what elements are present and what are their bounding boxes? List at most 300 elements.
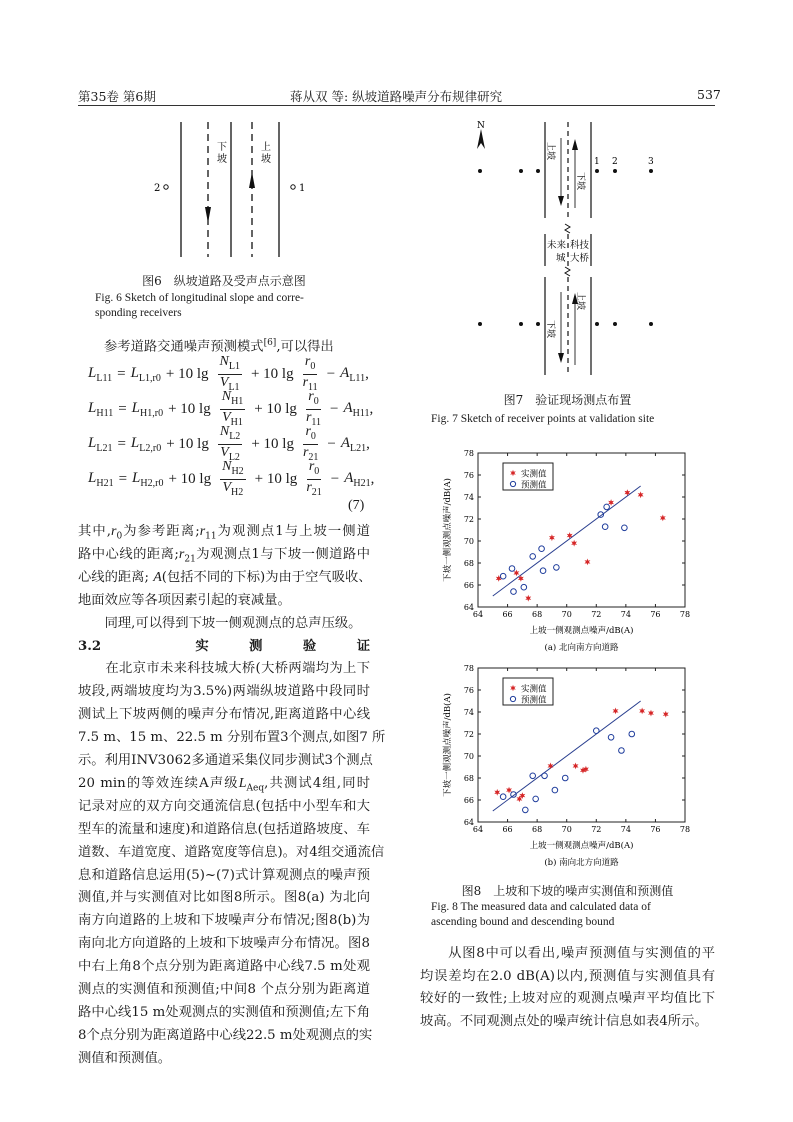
r-var-var: r bbox=[305, 409, 312, 425]
eq-term-var: L bbox=[130, 364, 139, 381]
equation bbox=[88, 388, 374, 428]
equals: = bbox=[118, 400, 127, 417]
r0-var-sub: 0 bbox=[313, 395, 319, 407]
numerator bbox=[218, 354, 242, 375]
eq-term bbox=[131, 435, 161, 454]
text-line bbox=[78, 522, 370, 542]
fig8-caption-en-line2: ascending bound and descending bound bbox=[431, 916, 615, 928]
r0-var-var: r bbox=[304, 353, 311, 369]
math-var bbox=[153, 570, 162, 585]
n-var-sub: H2 bbox=[231, 465, 244, 477]
eq-lhs bbox=[88, 365, 112, 384]
eq-term bbox=[132, 400, 163, 419]
v-var-var: V bbox=[222, 409, 231, 425]
eq-lhs bbox=[88, 470, 114, 489]
v-var-sub: L1 bbox=[228, 381, 240, 393]
denominator bbox=[222, 480, 243, 500]
y-tick-label: 74 bbox=[463, 708, 474, 717]
downhill-label-1: 下 bbox=[217, 142, 227, 153]
math-var-var: L bbox=[238, 775, 247, 791]
x-tick-label: 78 bbox=[679, 825, 691, 834]
x-tick-label: 72 bbox=[591, 825, 602, 834]
n-var bbox=[221, 388, 244, 407]
coef: + 10 lg bbox=[251, 435, 294, 452]
predicted-point bbox=[530, 554, 536, 560]
v-var-var: V bbox=[220, 444, 229, 460]
math-var bbox=[111, 524, 123, 542]
text-run: 路中心线的距离; bbox=[78, 546, 179, 562]
chart-subtitle: (b) 南向北方向道路 bbox=[544, 858, 619, 868]
equation bbox=[88, 423, 370, 463]
text-line bbox=[78, 682, 370, 702]
measured-point bbox=[494, 789, 500, 796]
r-var-sub: 21 bbox=[311, 486, 322, 498]
measured-point bbox=[548, 763, 554, 770]
predicted-point bbox=[500, 794, 506, 800]
attenuation bbox=[344, 400, 370, 419]
receiver-point-2 bbox=[164, 185, 168, 189]
attenuation-var: A bbox=[344, 469, 354, 486]
equation-number: (7) bbox=[348, 498, 365, 513]
receiver-point-1 bbox=[291, 185, 295, 189]
y-tick-label: 66 bbox=[463, 796, 474, 805]
math-var-var: r bbox=[111, 524, 117, 539]
v-var-sub: L2 bbox=[228, 451, 240, 463]
receiver-points-bottom bbox=[478, 322, 653, 326]
text-run: 坡段,两端坡度均为3.5%)两端纵坡道路中段同时 bbox=[78, 684, 370, 700]
eq-lhs-sub: L21 bbox=[96, 442, 113, 454]
eq-lhs-var: L bbox=[88, 364, 97, 381]
lane-label: 上坡 bbox=[575, 292, 585, 311]
eq-lhs-sub: H11 bbox=[96, 407, 114, 419]
eq-term-var: L bbox=[131, 399, 141, 416]
predicted-point bbox=[511, 589, 517, 595]
coef: + 10 lg bbox=[165, 365, 209, 382]
r0-var bbox=[305, 423, 316, 442]
v-var bbox=[222, 479, 244, 498]
fig7-diagram bbox=[465, 120, 665, 382]
r0-var-sub: 0 bbox=[310, 430, 316, 442]
intro-text: 参考道路交通噪声预测模式 bbox=[104, 339, 264, 355]
text-run: 为观测点1与上坡一侧道 bbox=[216, 524, 370, 539]
text-run: 为观测点1与下坡一侧道路中 bbox=[195, 546, 370, 562]
n-var-var: N bbox=[221, 388, 232, 404]
comma: , bbox=[369, 400, 374, 417]
r-var bbox=[305, 409, 322, 428]
eq-lhs bbox=[88, 435, 112, 454]
y-tick-label: 64 bbox=[463, 818, 474, 827]
numerator bbox=[220, 459, 246, 480]
attenuation-sub: L11 bbox=[349, 372, 366, 384]
eq-term-var: L bbox=[130, 434, 140, 451]
y-tick-label: 72 bbox=[463, 730, 474, 739]
x-tick-label: 74 bbox=[620, 610, 631, 619]
section-heading: 3.2 实测验证 bbox=[78, 638, 370, 654]
n-var bbox=[222, 458, 244, 477]
fraction-n-v bbox=[220, 459, 246, 500]
measured-point bbox=[624, 489, 630, 496]
measured-point bbox=[585, 559, 591, 566]
predicted-point bbox=[533, 796, 539, 802]
lane-label: 上坡 bbox=[545, 142, 555, 161]
math-var-sub: Aeq bbox=[246, 783, 265, 794]
denominator bbox=[306, 480, 321, 500]
x-tick-label: 76 bbox=[650, 610, 661, 619]
bridge-right-label-2: 大桥 bbox=[570, 253, 590, 264]
text-run: 路中心线15 m处观测点的实测值和预测值;左下角 bbox=[78, 1004, 370, 1020]
legend-label: 实测值 bbox=[521, 684, 547, 695]
math-var-sub: 0 bbox=[116, 531, 123, 542]
fig8-caption-en-line1: Fig. 8 The measured data and calculated data of bbox=[431, 901, 651, 913]
text-line bbox=[420, 989, 715, 1009]
down-arrow-icon bbox=[558, 353, 564, 363]
minus: − bbox=[327, 435, 336, 452]
up-arrow-icon bbox=[249, 172, 255, 188]
legend-label: 实测值 bbox=[521, 469, 547, 480]
equals: = bbox=[117, 435, 126, 452]
page-number: 537 bbox=[697, 87, 721, 102]
predicted-point bbox=[530, 773, 536, 779]
text-run: 息和道路信息运用(5)~(7)式计算观测点的噪声预 bbox=[78, 867, 370, 883]
r0-var bbox=[308, 458, 320, 477]
coef: + 10 lg bbox=[168, 470, 212, 487]
numerator bbox=[218, 424, 242, 445]
text-run: 从图8中可以看出,噪声预测值与实测值的平 bbox=[420, 946, 715, 961]
north-arrow-icon bbox=[477, 129, 485, 149]
x-tick-label: 68 bbox=[532, 825, 543, 834]
text-line bbox=[78, 843, 385, 863]
point2-label: 2 bbox=[154, 183, 161, 194]
r0-var bbox=[308, 388, 319, 407]
running-title: 蒋从双 等: 纵坡道路噪声分布规律研究 bbox=[290, 89, 503, 104]
x-tick-label: 70 bbox=[561, 610, 572, 619]
y-tick-label: 68 bbox=[463, 774, 474, 783]
math-var bbox=[199, 524, 217, 542]
measured-point bbox=[613, 708, 619, 715]
text-run: 型车的流量和速度)和道路信息(包括道路坡度、车 bbox=[78, 821, 370, 837]
r-var-sub: 21 bbox=[308, 451, 319, 463]
attenuation-sub: L21 bbox=[350, 442, 367, 454]
text-line bbox=[78, 1003, 370, 1023]
r-var bbox=[302, 374, 318, 393]
math-var-sub: 21 bbox=[184, 554, 196, 565]
north-label: N bbox=[477, 121, 485, 131]
text-run: 在北京市未来科技城大桥(大桥两端均为上下 bbox=[78, 661, 370, 677]
predicted-point bbox=[539, 546, 545, 552]
text-line bbox=[78, 751, 373, 771]
point2-label: 2 bbox=[612, 157, 618, 167]
r0-var-sub: 0 bbox=[310, 360, 316, 372]
text-run: 地面效应等各项因素引起的衰减量。 bbox=[78, 592, 291, 608]
eq-term-sub: H1,r0 bbox=[140, 407, 164, 419]
coef: + 10 lg bbox=[166, 435, 209, 452]
r-var bbox=[306, 479, 322, 498]
math-var bbox=[178, 546, 196, 565]
text-line bbox=[78, 774, 370, 794]
comma: , bbox=[370, 470, 375, 487]
fig8-caption-en bbox=[431, 901, 651, 928]
minus: − bbox=[330, 470, 340, 487]
text-run: 南向北方向道路的上坡和下坡噪声分布情况。图8 bbox=[78, 936, 370, 952]
measured-point bbox=[660, 515, 666, 522]
fig6-caption-cn: 图6 纵坡道路及受声点示意图 bbox=[142, 274, 306, 288]
fig6-caption-en-line1: Fig. 6 Sketch of longitudinal slope and corre- bbox=[95, 292, 304, 304]
text-line bbox=[78, 911, 370, 931]
text-run: 测点的实测值和预测值;中间8 个点分别为距离道 bbox=[78, 982, 370, 997]
text-line bbox=[78, 888, 370, 908]
measured-point bbox=[571, 540, 577, 547]
attenuation bbox=[341, 435, 366, 454]
v-var-var: V bbox=[219, 374, 229, 390]
r-var bbox=[302, 444, 319, 463]
text-line bbox=[78, 957, 370, 977]
text-run: ,共测试4组,同时 bbox=[264, 775, 370, 791]
predicted-point bbox=[562, 775, 568, 781]
y-tick-label: 78 bbox=[463, 664, 474, 673]
predicted-point bbox=[604, 504, 610, 510]
eq-lhs-var: L bbox=[88, 469, 97, 486]
coef: + 10 lg bbox=[254, 400, 297, 417]
v-var-sub: H2 bbox=[231, 486, 244, 498]
text-line bbox=[78, 659, 370, 679]
y-tick-label: 66 bbox=[463, 581, 474, 590]
r0-var bbox=[304, 353, 316, 372]
v-var bbox=[222, 409, 243, 428]
x-tick-label: 66 bbox=[502, 825, 513, 834]
numerator bbox=[303, 424, 317, 445]
text-run: 测值,并与实测值对比如图8所示。图8(a) 为北向 bbox=[78, 890, 370, 906]
text-run: 心线的距离; bbox=[78, 569, 154, 585]
text-run: 道数、车道宽度、道路宽度等信息)。对4组交通流信 bbox=[78, 844, 385, 860]
down-arrow-icon bbox=[558, 196, 564, 206]
attenuation-var: A bbox=[343, 399, 353, 416]
predicted-point bbox=[521, 584, 527, 590]
y-tick-label: 64 bbox=[463, 603, 474, 612]
r0-var-sub: 0 bbox=[314, 465, 320, 477]
fig8b-chart bbox=[430, 660, 700, 875]
comma: , bbox=[365, 365, 369, 382]
measured-point bbox=[639, 708, 645, 715]
fig6-caption-en bbox=[95, 292, 365, 319]
eq-lhs-var: L bbox=[88, 434, 97, 451]
v-var bbox=[219, 374, 240, 393]
predicted-point bbox=[500, 573, 506, 579]
bridge-right-label-1: 科技 bbox=[570, 240, 590, 251]
lane-label: 下坡 bbox=[545, 320, 555, 339]
r0-var-var: r bbox=[308, 388, 314, 404]
x-tick-label: 68 bbox=[532, 610, 543, 619]
down-arrow-icon bbox=[205, 207, 211, 223]
math-var-sub: 11 bbox=[205, 531, 217, 542]
predicted-point bbox=[523, 807, 529, 813]
text-line bbox=[78, 797, 370, 817]
n-var-sub: L2 bbox=[229, 430, 241, 442]
math-var bbox=[238, 775, 265, 794]
equals: = bbox=[117, 365, 126, 382]
text-run: 7.5 m、15 m、22.5 m 分别布置3个测点,如图7 所 bbox=[78, 730, 386, 746]
x-axis-label: 上坡一侧观测点噪声/dB(A) bbox=[529, 841, 634, 851]
text-line bbox=[78, 820, 370, 840]
numerator bbox=[303, 354, 317, 375]
n-var bbox=[219, 423, 241, 442]
text-line bbox=[78, 614, 361, 634]
fig8-caption-cn: 图8 上坡和下坡的噪声实测值和预测值 bbox=[461, 884, 674, 898]
y-tick-label: 78 bbox=[463, 449, 474, 458]
y-tick-label: 72 bbox=[463, 515, 474, 524]
y-tick-label: 70 bbox=[463, 537, 474, 546]
y-axis-label: 下坡一侧观测点噪声/dB(A) bbox=[443, 478, 453, 582]
predicted-point bbox=[602, 524, 608, 530]
equation bbox=[88, 353, 369, 393]
text-run: 均误差均在2.0 dB(A)以内,预测值与实测值具有 bbox=[420, 968, 715, 984]
comma: , bbox=[366, 435, 370, 452]
predicted-point bbox=[622, 525, 628, 531]
attenuation-sub: H21 bbox=[353, 477, 371, 489]
fit-line bbox=[493, 701, 641, 811]
text-line bbox=[78, 1049, 171, 1069]
text-line bbox=[78, 728, 386, 748]
text-line bbox=[420, 944, 715, 964]
break-mark-icon bbox=[565, 224, 570, 233]
predicted-point bbox=[540, 568, 546, 574]
n-var-sub: H1 bbox=[231, 395, 244, 407]
numerator bbox=[220, 389, 246, 410]
fit-line bbox=[493, 486, 641, 596]
math-var-var: r bbox=[199, 524, 206, 539]
predicted-point bbox=[629, 731, 635, 737]
bridge-left-label-2: 城 bbox=[556, 253, 566, 264]
text-run: 较好的一致性;上坡对应的观测点噪声平均值比下 bbox=[420, 991, 715, 1007]
x-tick-label: 66 bbox=[502, 610, 513, 619]
numerator bbox=[306, 389, 320, 410]
v-var-sub: H1 bbox=[230, 416, 243, 428]
downhill-label-2: 坡 bbox=[217, 154, 227, 165]
text-line bbox=[78, 568, 370, 588]
predicted-point bbox=[509, 566, 515, 572]
fig6-caption-en-line2: sponding receivers bbox=[95, 307, 182, 319]
y-tick-label: 68 bbox=[463, 559, 474, 568]
fig7-caption-en: Fig. 7 Sketch of receiver points at validation site bbox=[431, 413, 655, 425]
predicted-point bbox=[608, 735, 614, 741]
r-var-var: r bbox=[302, 444, 309, 460]
n-var-sub: L1 bbox=[228, 360, 240, 372]
r-var-var: r bbox=[302, 374, 309, 390]
measured-point bbox=[663, 711, 669, 718]
minus: − bbox=[326, 365, 336, 382]
text-line bbox=[78, 980, 370, 1000]
point3-label: 3 bbox=[648, 157, 654, 167]
text-line bbox=[78, 1026, 373, 1046]
equation bbox=[88, 458, 375, 498]
x-tick-label: 76 bbox=[650, 825, 661, 834]
predicted-point bbox=[554, 565, 560, 571]
r-var-sub: 11 bbox=[308, 381, 318, 393]
coef: + 10 lg bbox=[168, 400, 211, 417]
text-line bbox=[420, 1012, 708, 1032]
legend-label: 预测值 bbox=[521, 695, 547, 706]
text-run: 示。利用INV3062多通道采集仪同步测试3个测点 bbox=[78, 753, 373, 768]
point1-label: 1 bbox=[299, 183, 306, 194]
measured-point bbox=[573, 763, 579, 770]
text-run: 8个点分别为距离道路中心线22.5 m处观测点的实 bbox=[78, 1027, 373, 1043]
y-tick-label: 74 bbox=[463, 493, 474, 502]
journal-issue: 第35卷 第6期 bbox=[78, 89, 156, 104]
point1-label: 1 bbox=[594, 157, 600, 167]
text-run: 20 min的等效连续A声级 bbox=[78, 775, 239, 791]
text-line bbox=[420, 967, 715, 987]
intro-tail: ,可以得出 bbox=[276, 339, 334, 355]
text-line bbox=[78, 705, 370, 725]
math-var-var: r bbox=[178, 546, 185, 562]
v-var bbox=[220, 444, 240, 463]
eq-lhs-sub: L11 bbox=[96, 372, 113, 384]
text-run: 同理,可以得到下坡一侧观测点的总声压级。 bbox=[78, 615, 362, 631]
numerator bbox=[307, 459, 321, 480]
header-rule bbox=[78, 105, 715, 106]
n-var bbox=[219, 353, 240, 372]
text-run: 其中, bbox=[78, 524, 111, 539]
eq-term bbox=[131, 365, 161, 384]
eq-lhs-var: L bbox=[88, 399, 97, 416]
minus: − bbox=[330, 400, 339, 417]
text-line bbox=[78, 934, 370, 954]
citation[interactable]: [6] bbox=[263, 338, 277, 348]
bridge-left-label-1: 未来 bbox=[547, 240, 567, 251]
predicted-point bbox=[542, 773, 548, 779]
eq-term-sub: H2,r0 bbox=[140, 477, 164, 489]
uphill-label-1: 上 bbox=[261, 142, 271, 153]
y-axis-label: 下坡一侧观测点噪声/dB(A) bbox=[443, 693, 453, 797]
measured-point bbox=[549, 534, 555, 541]
r0-var-var: r bbox=[308, 458, 315, 474]
equals: = bbox=[118, 470, 128, 487]
eq-lhs-sub: H21 bbox=[96, 477, 114, 489]
attenuation-sub: H11 bbox=[352, 407, 370, 419]
attenuation bbox=[340, 365, 365, 384]
r-var-sub: 11 bbox=[311, 416, 322, 428]
text-line bbox=[78, 591, 291, 611]
measured-point bbox=[648, 710, 654, 717]
text-run: 中右上角8个点分别为距离道路中心线7.5 m处观 bbox=[78, 959, 370, 975]
attenuation-var: A bbox=[340, 434, 351, 451]
x-tick-label: 64 bbox=[472, 610, 484, 619]
text-run: 测试上下坡两侧的噪声分布情况,距离道路中心线 bbox=[78, 707, 370, 723]
measured-point bbox=[518, 575, 524, 582]
predicted-point bbox=[619, 748, 625, 754]
legend-label: 预测值 bbox=[521, 480, 547, 491]
text-line bbox=[78, 637, 370, 657]
receiver-points-top bbox=[478, 169, 653, 173]
eq-term-var: L bbox=[132, 469, 141, 486]
fig8a-chart bbox=[430, 445, 700, 660]
x-tick-label: 78 bbox=[679, 610, 691, 619]
text-run: 记录对应的双方向交通流信息(包括中小型车和大 bbox=[78, 798, 370, 814]
intro-line bbox=[104, 333, 334, 353]
fraction-r bbox=[306, 459, 321, 500]
x-tick-label: 74 bbox=[620, 825, 631, 834]
text-run: 南方向道路的上坡和下坡噪声分布情况;图8(b)为 bbox=[78, 913, 370, 929]
up-arrow-icon bbox=[572, 139, 578, 150]
n-var-var: N bbox=[219, 423, 230, 439]
uphill-label-2: 坡 bbox=[261, 154, 271, 165]
r-var-var: r bbox=[306, 479, 312, 495]
fig7-caption-cn: 图7 验证现场测点布置 bbox=[503, 393, 632, 407]
x-tick-label: 70 bbox=[561, 825, 572, 834]
break-mark-icon bbox=[565, 267, 570, 276]
text-run: (包括不同的下标)为由于空气吸收、 bbox=[161, 569, 372, 585]
math-var-var: A bbox=[153, 569, 162, 585]
chart-subtitle: (a) 北向南方向道路 bbox=[544, 643, 619, 653]
